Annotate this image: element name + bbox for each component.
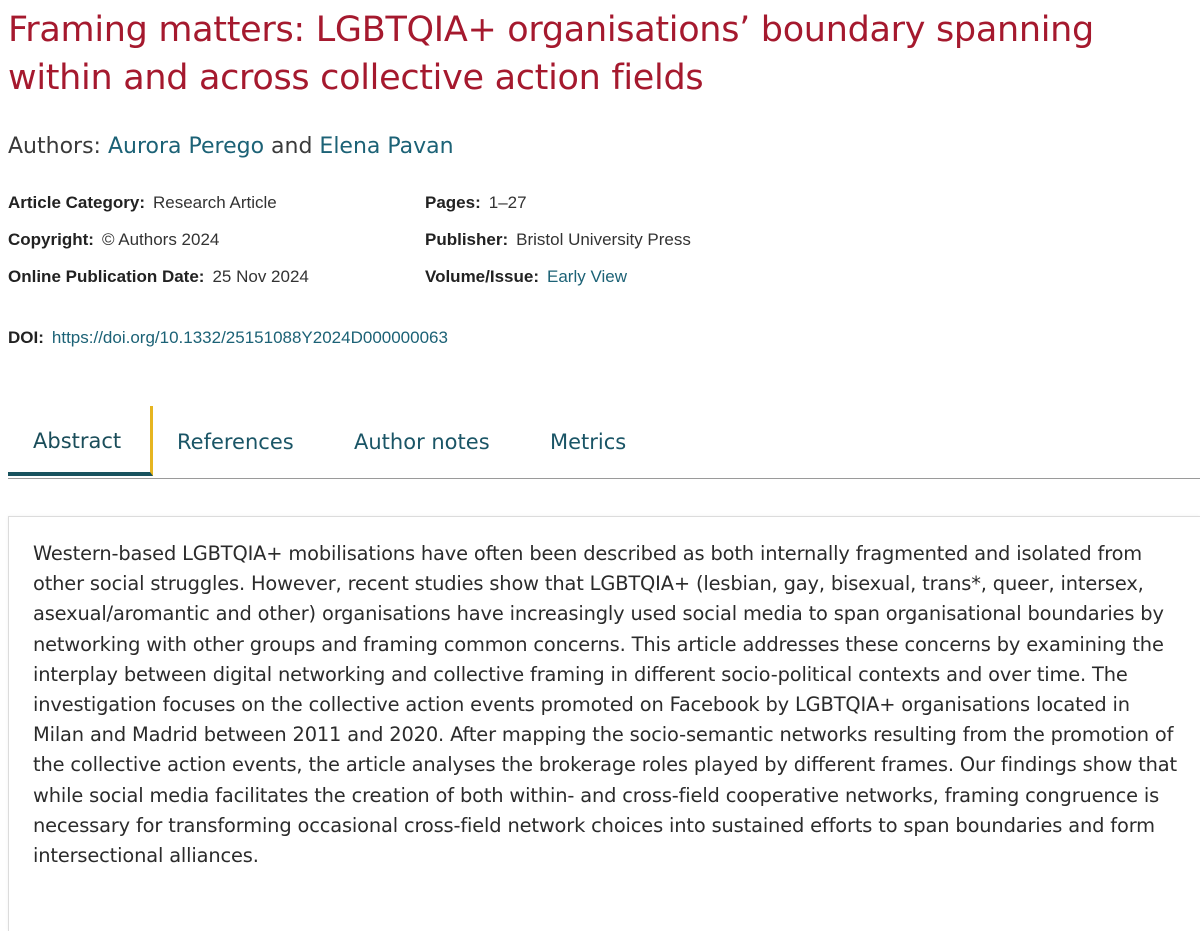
meta-pages [425,191,527,215]
meta-category [8,191,277,215]
meta-doi-label: DOI: [8,328,44,347]
abstract-panel [8,516,1200,931]
abstract-text: Western-based LGBTQIA+ mobilisations have often been described as both internally fragmented and isolated from other social struggles. However, recent studies show that LGBTQIA+ (lesbian, gay, bisexual, trans*, queer, intersex, asexual/aromantic and other) organisations have increasingly used social media to span organisational boundaries by networking with other groups and framing common concerns. This article addresses these concerns by examining the interplay between digital networking and collective framing in different socio-political contexts and over time. The investigation focuses on the collective action events promoted on Facebook by LGBTQIA+ organisations located in Milan and Madrid between 2011 and 2020. After mapping the socio-semantic networks resulting from the promotion of the collective action events, the article analyses the brokerage roles played by different frames. Our findings show that while social media facilitates the creation of both within- and cross-field cooperative networks, framing congruence is necessary for transforming occasional cross-field network choices into sustained efforts to span boundaries and form intersectional alliances. [33,542,1177,868]
meta-pubdate-label: Online Publication Date: [8,267,205,286]
tab-author-notes[interactable]: Author notes [354,430,490,454]
author-link-perego[interactable]: Aurora Perego [107,134,265,159]
meta-doi [8,326,448,350]
meta-copyright-label: Copyright: [8,230,94,249]
authors-line [8,131,454,163]
meta-volume-label: Volume/Issue: [425,267,539,286]
meta-volume [425,265,627,289]
article-title: Framing matters: LGBTQIA+ organisations’ boundary spanning within and across collective action fields [8,10,1094,98]
authors-joiner: and [271,134,313,159]
meta-publisher-value: Bristol University Press [516,230,691,249]
meta-publisher [425,228,691,252]
meta-pages-label: Pages: [425,193,481,212]
tab-abstract[interactable]: Abstract [8,406,153,476]
meta-pubdate [8,265,309,289]
author-link-pavan[interactable]: Elena Pavan [319,134,454,159]
authors-prefix: Authors: [8,134,101,159]
meta-volume-link[interactable]: Early View [547,267,627,286]
doi-link[interactable]: https://doi.org/10.1332/25151088Y2024D000000063 [51,328,448,347]
meta-category-label: Article Category: [8,193,145,212]
tab-references[interactable]: References [177,430,294,454]
article-tabs [8,406,1200,479]
meta-pubdate-value: 25 Nov 2024 [212,267,309,286]
meta-copyright-value: © Authors 2024 [101,230,220,249]
meta-publisher-label: Publisher: [425,230,509,249]
meta-pages-value: 1–27 [488,193,527,212]
meta-copyright [8,228,219,252]
tab-metrics[interactable]: Metrics [550,430,627,454]
meta-category-value: Research Article [152,193,277,212]
